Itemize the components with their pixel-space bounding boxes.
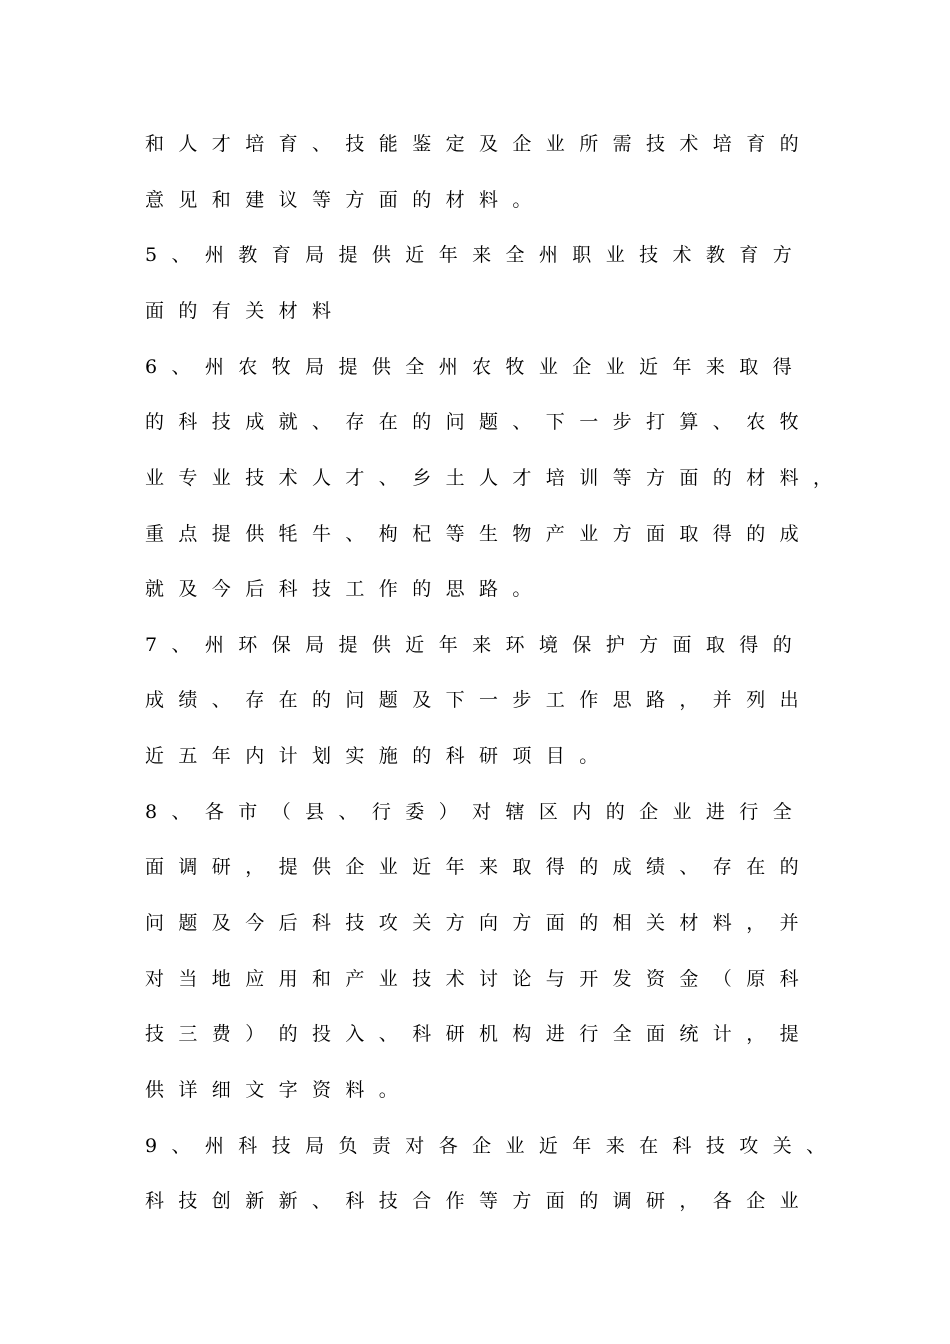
text-line: 9、州科技局负责对各企业近年来在科技攻关、: [145, 1135, 840, 1157]
text-line: 就及今后科技工作的思路。: [145, 578, 546, 600]
text-line: 供详细文字资料。: [145, 1079, 413, 1101]
text-line: 问题及今后科技攻关方向方面的相关材料，并: [145, 912, 814, 934]
text-line: 面调研，提供企业近年来取得的成绩、存在的: [145, 856, 814, 878]
text-line: 科技创新新、科技合作等方面的调研，各企业: [145, 1190, 814, 1212]
text-line: 5、州教育局提供近年来全州职业技术教育方: [145, 244, 807, 266]
text-line: 6、州农牧局提供全州农牧业企业近年来取得: [145, 356, 807, 378]
text-line: 重点提供牦牛、枸杞等生物产业方面取得的成: [145, 523, 814, 545]
text-line: 业专业技术人才、乡土人才培训等方面的材料，: [145, 467, 847, 489]
text-line: 和人才培育、技能鉴定及企业所需技术培育的: [145, 133, 814, 155]
text-line: 对当地应用和产业技术讨论与开发资金（原科: [145, 968, 814, 990]
text-line: 的科技成就、存在的问题、下一步打算、农牧: [145, 411, 814, 433]
text-line: 近五年内计划实施的科研项目。: [145, 745, 613, 767]
text-line: 成绩、存在的问题及下一步工作思路，并列出: [145, 689, 814, 711]
text-line: 8、各市（县、行委）对辖区内的企业进行全: [145, 801, 807, 823]
text-line: 技三费）的投入、科研机构进行全面统计，提: [145, 1023, 814, 1045]
text-line: 7、州环保局提供近年来环境保护方面取得的: [145, 634, 807, 656]
text-line: 面的有关材料: [145, 300, 346, 322]
text-line: 意见和建议等方面的材料。: [145, 189, 546, 211]
